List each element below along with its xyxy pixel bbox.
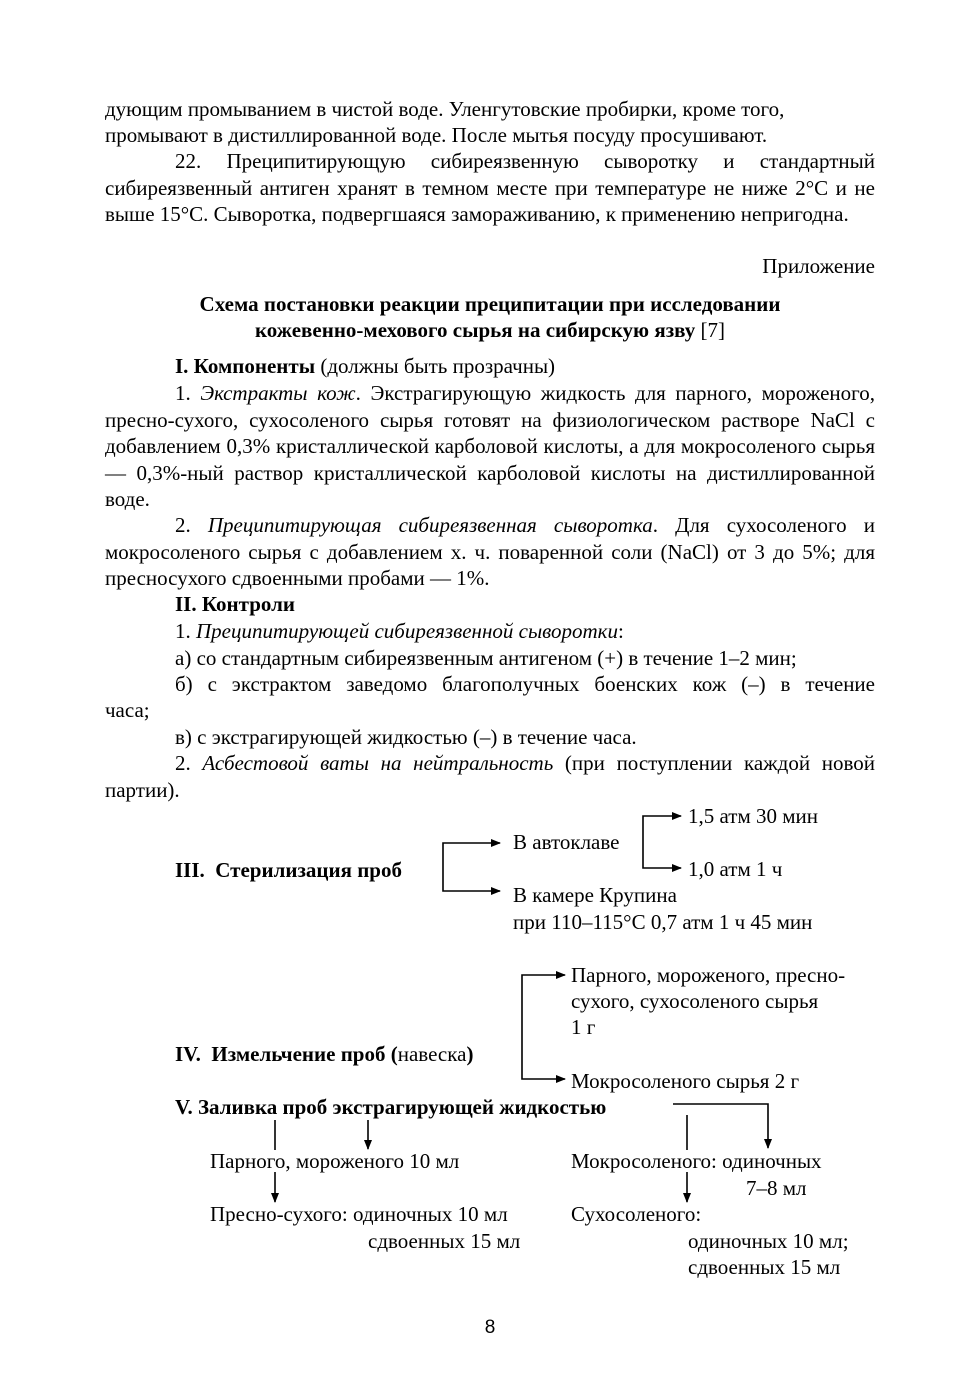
krupin-line-2: при 110–115°С 0,7 атм 1 ч 45 мин — [513, 910, 813, 934]
s1-item1-text: . Экстрагирующую жидкость для парного, мороженого, пресно-сухого, сухосоленого сырья готовят на физиологическом растворе NaCl с добавлением 0,3% кристаллической карболовой кислоты, а для мокросоленого сырья — 0,3%-ный раствор кристаллической карболовой кислоты на дистиллированной воде. — [105, 381, 876, 511]
grind-option-2: Мокросоленого сырья 2 г — [571, 1069, 800, 1093]
section-5-title: V. Заливка проб экстрагирующей жидкостью — [175, 1095, 607, 1119]
s2-item1-title: Преципитирующей сибиреязвенной сыворотки — [196, 619, 618, 643]
s2-item1-num: 1. — [175, 619, 196, 643]
autoclave-option-1: 1,5 атм 30 мин — [688, 804, 819, 828]
krupin-line-1: В камере Крупина — [513, 883, 677, 907]
fill-presno-line-2: сдвоенных 15 мл — [368, 1229, 521, 1253]
arrow-to-krupin — [443, 867, 500, 891]
autoclave-option-2: 1,0 атм 1 ч — [688, 857, 783, 881]
fill-sukho-line-1: Сухосоленого: — [571, 1202, 702, 1226]
section-1-title: I. Компоненты — [175, 354, 316, 378]
control-a: а) со стандартным сибиреязвенным антигеном (+) в течение 1–2 мин; — [175, 646, 797, 670]
fill-parnogo: Парного, мороженого 10 мл — [210, 1149, 460, 1173]
fill-sukho-line-2: одиночных 10 мл; — [688, 1229, 849, 1253]
s2-item2-text: (при поступлении каждой новой партии). — [105, 751, 876, 802]
s2-item2-num: 2. — [175, 751, 203, 775]
s1-item2-num: 2. — [175, 513, 208, 537]
page-number: 8 — [484, 1317, 496, 1338]
section-4-title: IV. Измельчение проб ( — [175, 1042, 398, 1066]
section-2-title: II. Контроли — [175, 592, 295, 616]
scheme-title-ref: [7] — [700, 318, 726, 342]
arrow-to-autoclave — [443, 843, 500, 867]
grind-option-1-line-2: сухого, сухосоленого сырья — [571, 989, 819, 1013]
arrow-autoclave-opt2 — [643, 843, 681, 868]
control-b-line-2: часа; — [105, 698, 150, 722]
s2-item2-title: Асбестовой ваты на нейтральность — [202, 751, 554, 775]
section-1-note: (должны быть прозрачны) — [315, 354, 556, 378]
s1-item2-title: Преципитирующая сибиреязвенная сыворотка — [207, 513, 653, 537]
paragraph-22-text: 22. Преципитирующую сибиреязвенную сыворотку и стандартный сибиреязвенный антиген хранят в темном месте при температуре не ниже 2°С и не выше 15°С. Сыворотка, подвергшаяся замораживанию, к применению непригодна. — [105, 149, 875, 226]
fill-sukho-line-3: сдвоенных 15 мл — [688, 1255, 841, 1279]
s1-item1-num: 1. — [175, 381, 201, 405]
autoclave-label: В автоклаве — [513, 830, 620, 854]
section-4-title-close: ) — [466, 1042, 474, 1066]
section-4-title-normal: навеска — [397, 1042, 467, 1066]
section-3-title: III. Стерилизация проб — [175, 858, 402, 882]
intro-line-2: промывают в дистиллированной воде. После мытья посуду просушивают. — [105, 123, 768, 147]
fill-mokro-line-1: Мокросоленого: одиночных — [571, 1149, 822, 1173]
fill-mokro-line-2: 7–8 мл — [746, 1176, 807, 1200]
arrow-autoclave-opt1 — [643, 816, 681, 843]
s2-item1-colon: : — [618, 619, 624, 643]
grind-option-1-line-3: 1 г — [571, 1015, 596, 1039]
s1-item2-text: . Для сухосоленого и мокросоленого сырья с добавлением х. ч. поваренной соли (NaCl) от 3 до 5%; для пресносухого сдвоенными пробами — 1%. — [105, 513, 875, 590]
appendix-label: Приложение — [762, 254, 875, 278]
intro-line-1: дующим промыванием в чистой воде. Уленгутовские пробирки, кроме того, — [105, 97, 785, 121]
fill-presno-line-1: Пресно-сухого: одиночных 10 мл — [210, 1202, 508, 1226]
control-v: в) с экстрагирующей жидкостью (–) в течение часа. — [175, 725, 637, 749]
arrow-grind-opt1 — [522, 975, 565, 1054]
s1-item1-title: Экстракты кож — [200, 381, 356, 405]
scheme-title-text-2: кожевенно-мехового сырья на сибирскую язву — [254, 318, 696, 342]
arrow-grind-opt2 — [522, 1054, 565, 1079]
grind-option-1-line-1: Парного, мороженого, пресно- — [571, 963, 846, 987]
control-b-line-1: б) с экстрактом заведомо благополучных боенских кож (–) в течение — [175, 672, 875, 696]
scheme-title-text-1: Схема постановки реакции преципитации при исследовании — [199, 292, 781, 316]
